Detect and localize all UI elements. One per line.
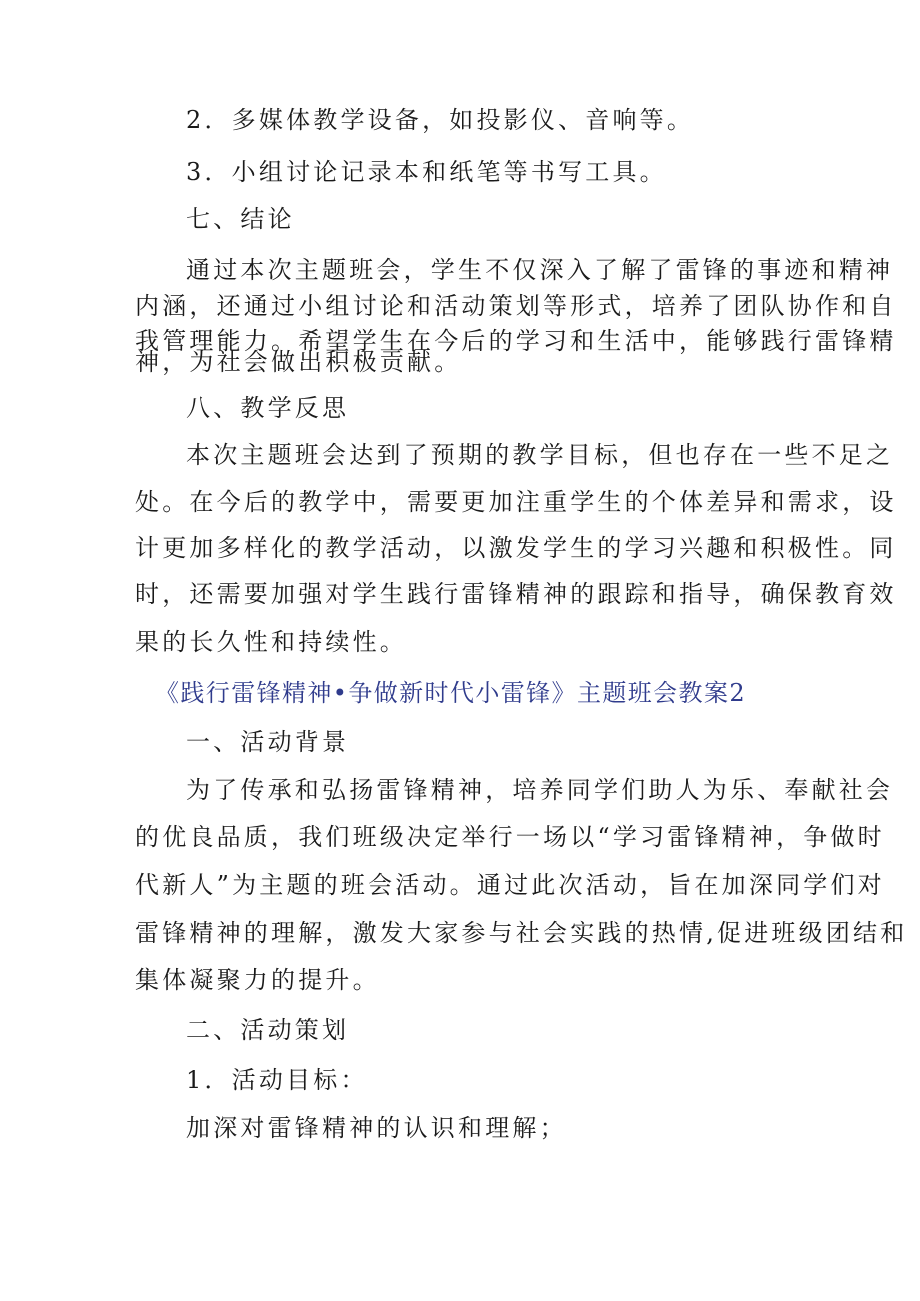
section-heading-conclusion: 七、结论 [186,205,295,233]
paragraph-line: 时，还需要加强对学生践行雷锋精神的跟踪和指导，确保教育效 [135,580,897,608]
list-item-discussion-supplies: 3．小组讨论记录本和纸笔等书写工具。 [186,158,667,186]
paragraph-line: 通过本次主题班会，学生不仅深入了解了雷锋的事迹和精神 [186,256,894,284]
paragraph-line: 集体凝聚力的提升。 [135,966,380,994]
section-heading-background: 一、活动背景 [186,728,350,756]
paragraph-line: 计更加多样化的教学活动，以激发学生的学习兴趣和积极性。同 [135,534,897,562]
paragraph-line: 代新人”为主题的班会活动。通过此次活动，旨在加深同学们对 [135,871,885,899]
list-item-multimedia-equipment: 2．多媒体教学设备，如投影仪、音响等。 [186,106,695,134]
paragraph-line: 神，为社会做出积极贡献。 [135,348,462,376]
paragraph-line: 内涵，还通过小组讨论和活动策划等形式，培养了团队协作和自 [135,292,897,320]
plan-title: 《践行雷锋精神•争做新时代小雷锋》主题班会教案2 [155,679,747,707]
paragraph-line: 雷锋精神的理解，激发大家参与社会实践的热情,促进班级团结和 [135,919,908,947]
subheading-activity-goals: 1．活动目标： [186,1066,368,1094]
paragraph-line: 本次主题班会达到了预期的教学目标，但也存在一些不足之 [186,441,894,469]
paragraph-line: 为了传承和弘扬雷锋精神，培养同学们助人为乐、奉献社会 [186,776,894,804]
goal-item: 加深对雷锋精神的认识和理解； [186,1114,567,1142]
paragraph-line: 的优良品质，我们班级决定举行一场以“学习雷锋精神，争做时 [135,823,885,851]
paragraph-line: 果的长久性和持续性。 [135,628,407,656]
section-heading-reflection: 八、教学反思 [186,394,350,422]
paragraph-line: 处。在今后的教学中，需要更加注重学生的个体差异和需求，设 [135,488,897,516]
paragraph-line: 我管理能力。希望学生在今后的学习和生活中，能够践行雷锋精 [135,327,897,355]
section-heading-planning: 二、活动策划 [186,1016,350,1044]
